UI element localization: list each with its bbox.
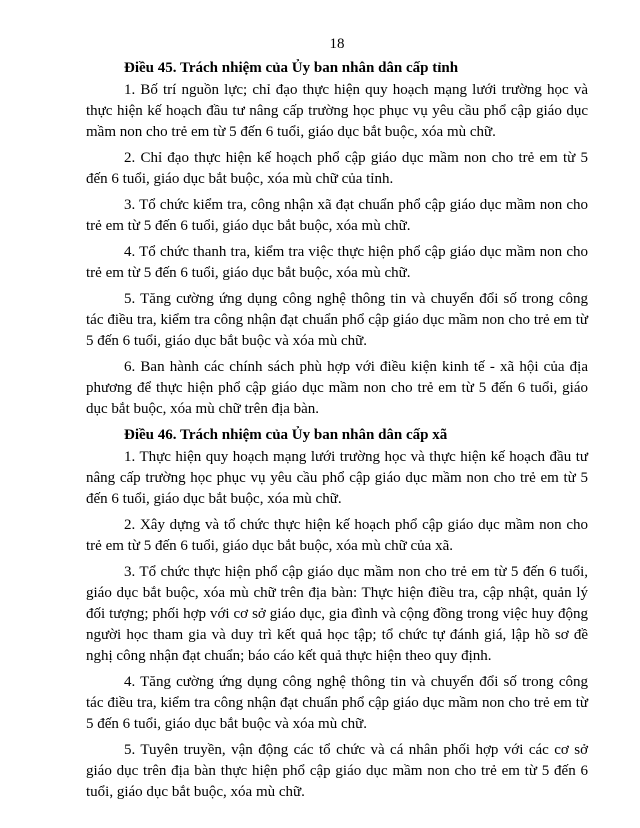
article-paragraph: 4. Tổ chức thanh tra, kiểm tra việc thực hiện phổ cập giáo dục mầm non cho trẻ em từ 5 đến 6 tuổi, giáo dục bắt buộc, xóa mù chữ.	[86, 244, 588, 281]
document-page	[86, 34, 588, 808]
article-46	[86, 425, 588, 803]
article-paragraph: 1. Bố trí nguồn lực; chỉ đạo thực hiện quy hoạch mạng lưới trường học và thực hiện kế hoạch đầu tư nâng cấp trường học phục vụ yêu cầu phổ cập giáo dục mầm non cho trẻ em từ 5 đến 6 tuổi, giáo dục bắt buộc, xóa mù chữ.	[86, 82, 588, 140]
article-heading: Điều 45. Trách nhiệm của Ủy ban nhân dân cấp tỉnh	[124, 60, 459, 76]
article-paragraph: 2. Xây dựng và tổ chức thực hiện kế hoạch phổ cập giáo dục mầm non cho trẻ em từ 5 đến 6 tuổi, giáo dục bắt buộc, xóa mù chữ của xã.	[86, 517, 588, 554]
article-paragraph: 3. Tổ chức kiểm tra, công nhận xã đạt chuẩn phổ cập giáo dục mầm non cho trẻ em từ 5 đến 6 tuổi, giáo dục bắt buộc, xóa mù chữ.	[86, 197, 588, 234]
article-paragraph: 4. Tăng cường ứng dụng công nghệ thông tin và chuyển đổi số trong công tác điều tra, kiểm tra công nhận đạt chuẩn phổ cập giáo dục mầm non cho trẻ em từ 5 đến 6 tuổi, giáo dục bắt buộc và xóa mù chữ.	[86, 674, 588, 732]
article-heading: Điều 46. Trách nhiệm của Ủy ban nhân dân cấp xã	[124, 427, 448, 443]
page-number: 18	[329, 36, 345, 52]
article-paragraph: 1. Thực hiện quy hoạch mạng lưới trường học và thực hiện kế hoạch đầu tư nâng cấp trường học phục vụ yêu cầu phổ cập giáo dục mầm non cho trẻ em từ 5 đến 6 tuổi, giáo dục bắt buộc, xóa mù chữ.	[86, 449, 588, 507]
article-paragraph: 2. Chỉ đạo thực hiện kế hoạch phổ cập giáo dục mầm non cho trẻ em từ 5 đến 6 tuổi, giáo dục bắt buộc, xóa mù chữ của tỉnh.	[86, 150, 588, 187]
article-paragraph: 6. Ban hành các chính sách phù hợp với điều kiện kinh tế - xã hội của địa phương để thực hiện phổ cập giáo dục mầm non cho trẻ em từ 5 đến 6 tuổi, giáo dục bắt buộc, xóa mù chữ trên địa bàn.	[86, 359, 588, 417]
article-45	[86, 58, 588, 420]
article-paragraph: 5. Tăng cường ứng dụng công nghệ thông tin và chuyển đổi số trong công tác điều tra, kiểm tra công nhận đạt chuẩn phổ cập giáo dục mầm non cho trẻ em từ 5 đến 6 tuổi, giáo dục bắt buộc và xóa mù chữ.	[86, 291, 588, 349]
article-paragraph: 5. Tuyên truyền, vận động các tổ chức và cá nhân phối hợp với các cơ sở giáo dục trên địa bàn thực hiện phổ cập giáo dục mầm non cho trẻ em từ 5 đến 6 tuổi, giáo dục bắt buộc, xóa mù chữ.	[86, 742, 588, 800]
article-paragraph: 3. Tổ chức thực hiện phổ cập giáo dục mầm non cho trẻ em từ 5 đến 6 tuổi, giáo dục bắt buộc, xóa mù chữ trên địa bàn: Thực hiện điều tra, cập nhật, quản lý đối tượng; phối hợp với cơ sở giáo dục, gia đình và cộng đồng trong việc huy động người học tham gia và duy trì kết quả học tập; tổ chức tự đánh giá, lập hồ sơ đề nghị công nhận đạt chuẩn; báo cáo kết quả thực hiện theo quy định.	[86, 564, 588, 664]
